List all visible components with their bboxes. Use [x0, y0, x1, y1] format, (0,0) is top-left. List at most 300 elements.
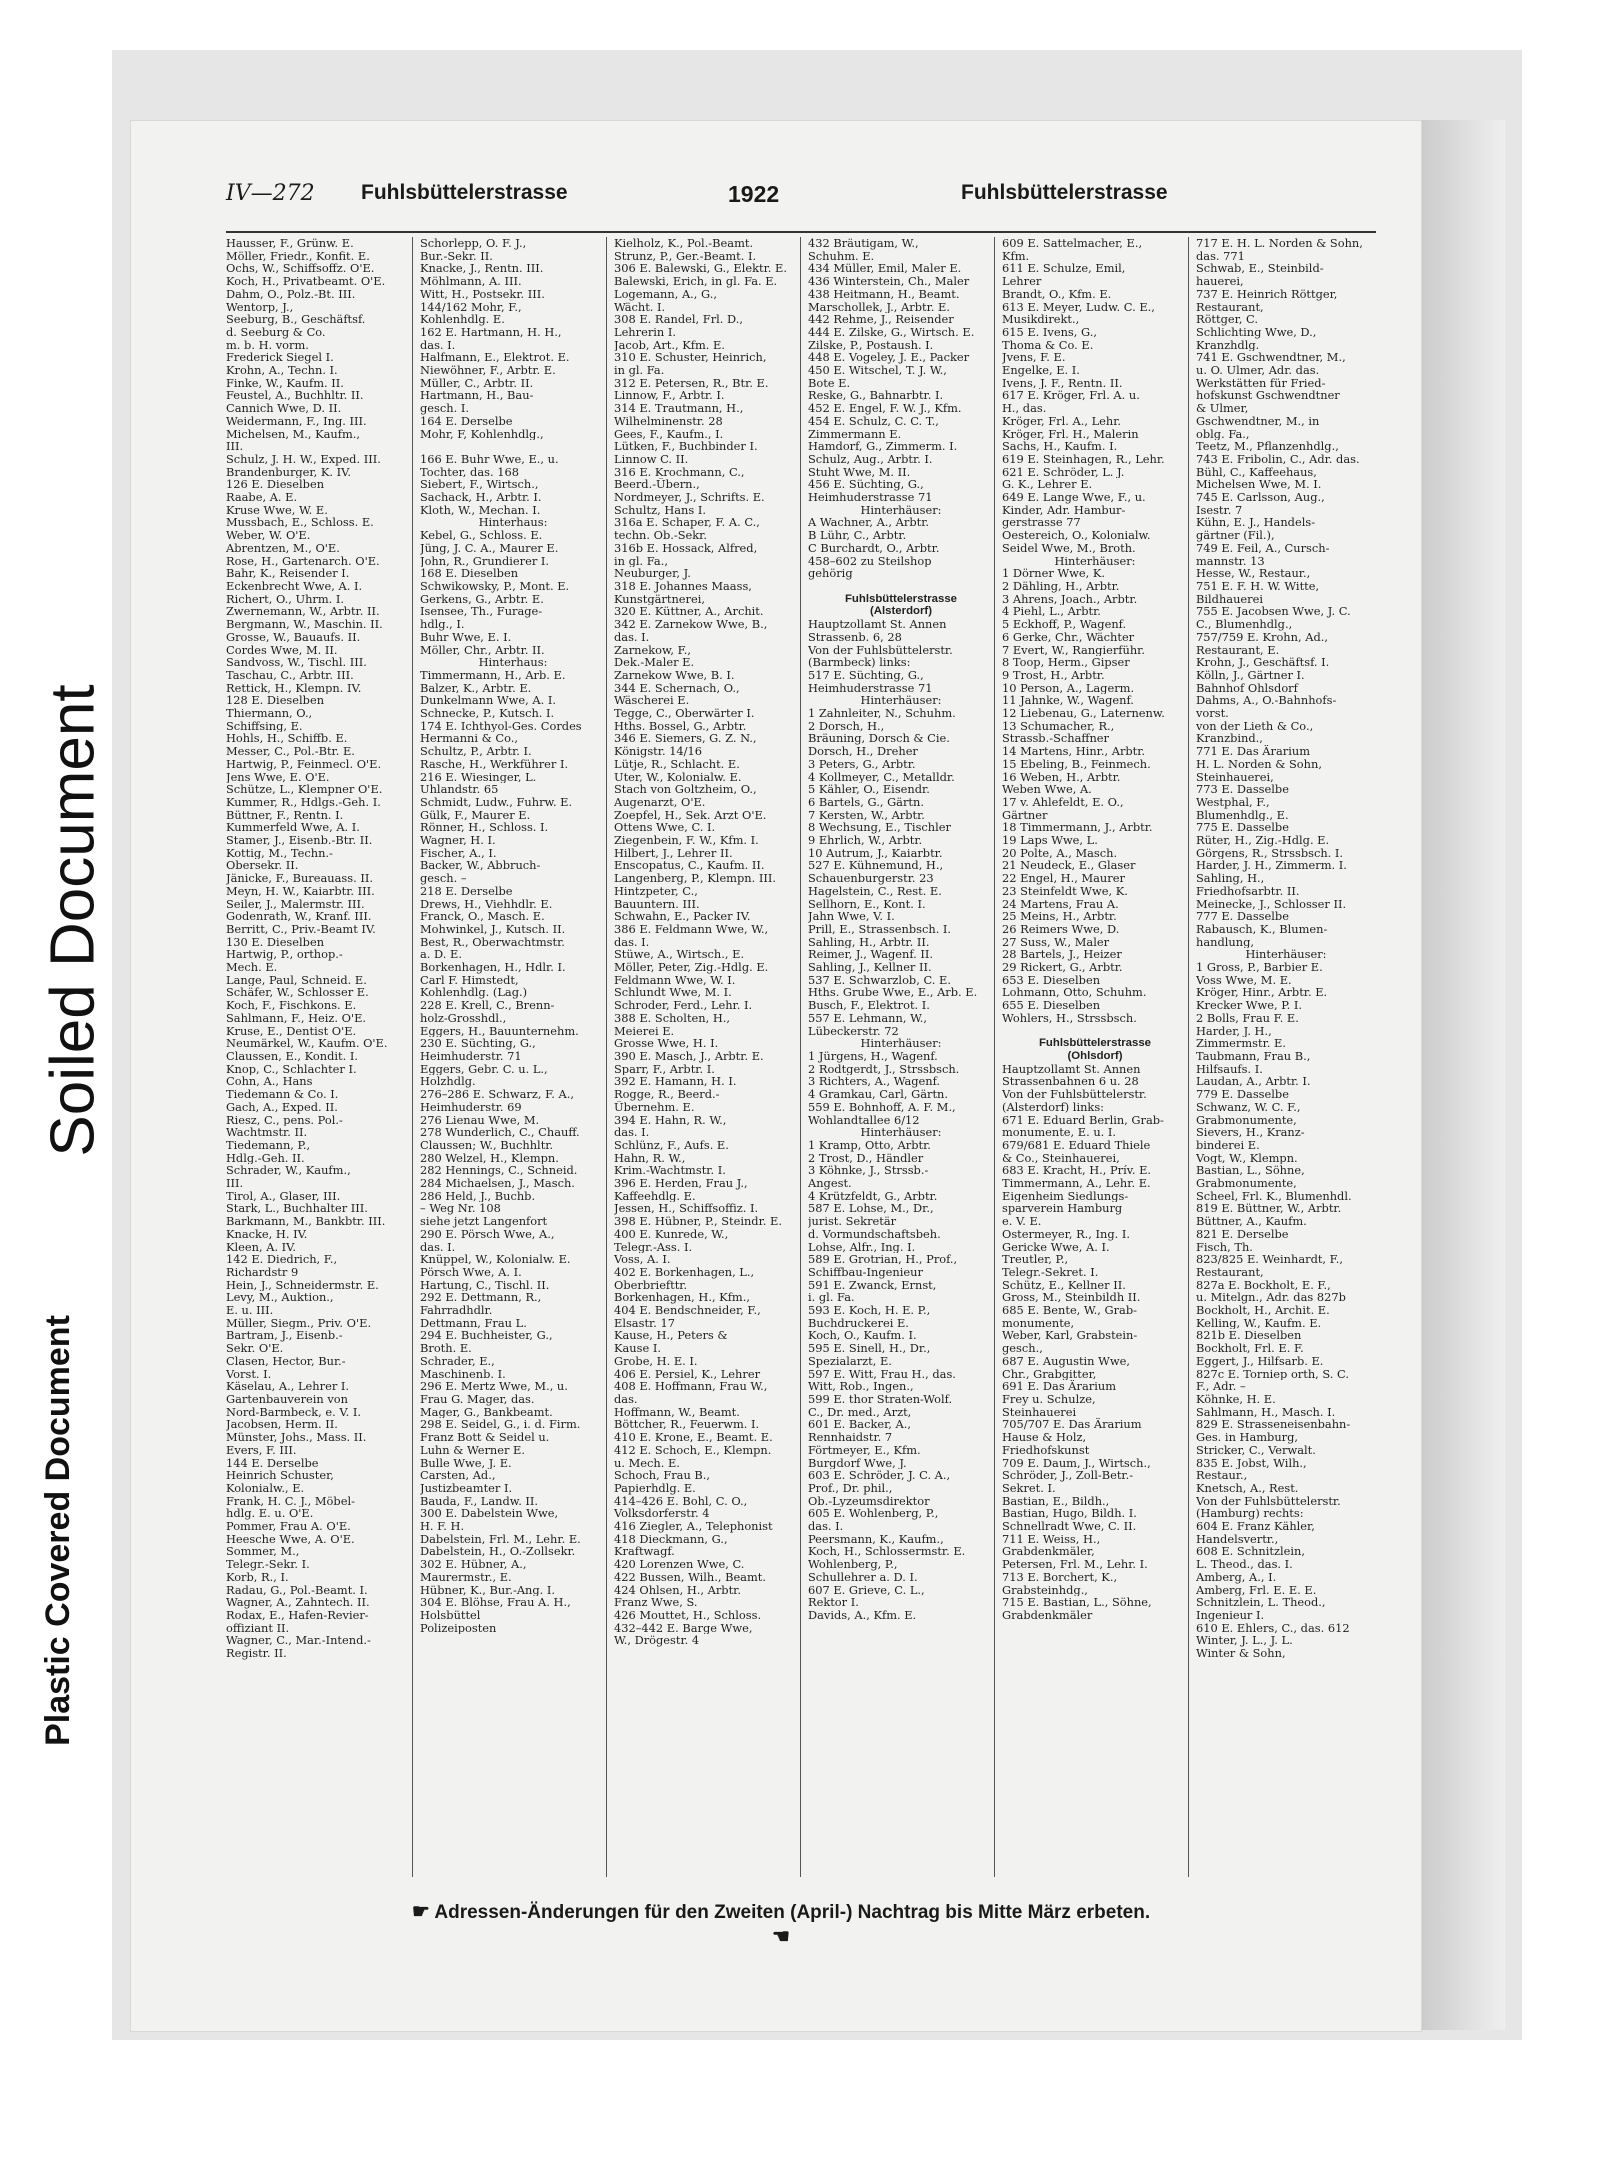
- directory-line: 396 E. Herden, Frau J.,: [614, 1177, 748, 1190]
- directory-line: Schröder, J., Zoll-Betr.-: [1002, 1469, 1134, 1482]
- directory-line: L. Theod., das. I.: [1196, 1558, 1293, 1571]
- directory-line: Ziegenbein, F. W., Kfm. I.: [614, 834, 759, 847]
- directory-line: Engelke, E. I.: [1002, 364, 1080, 377]
- directory-line: Grabdenkmäler: [1002, 1608, 1093, 1622]
- left-running-title: Fuhlsbüttelerstrasse: [361, 181, 568, 204]
- directory-line: Zilske, P., Postaush. I.: [808, 338, 934, 352]
- directory-line: techn. Ob.-Sekr.: [614, 529, 707, 542]
- directory-line: Schoch, Frau B.,: [614, 1469, 711, 1482]
- directory-line: F., Adr. –: [1196, 1380, 1246, 1393]
- directory-line: Bartram, J., Eisenb.-: [226, 1329, 343, 1343]
- directory-line: 302 E. Hübner, A.,: [420, 1558, 527, 1571]
- directory-line: Musikdirekt.,: [1002, 313, 1080, 326]
- directory-line: Tochter, das. 168: [420, 465, 519, 479]
- directory-line: Kottig, M., Techn.-: [226, 846, 333, 860]
- directory-line: 2 Bolls, Frau F. E.: [1196, 1011, 1299, 1025]
- directory-line: 448 E. Vogeley, J. E., Packer: [808, 351, 970, 365]
- directory-line: Grobe, H. E. I.: [614, 1354, 698, 1368]
- directory-line: Busch, F., Elektrot. I.: [808, 999, 930, 1012]
- directory-line: Strassenbahnen 6 u. 28: [1002, 1075, 1139, 1089]
- directory-line: 29 Rickert, G., Arbtr.: [1002, 961, 1123, 974]
- directory-line: 144/162 Mohr, F.,: [420, 300, 522, 314]
- directory-line: Isestr. 7: [1196, 503, 1243, 517]
- directory-line: Knacke, J., Rentn. III.: [420, 262, 544, 276]
- directory-line: Seiler, J., Malermstr. III.: [226, 897, 365, 911]
- directory-line: Vogt, W., Klempn.: [1196, 1151, 1298, 1165]
- directory-line: 296 E. Mertz Wwe, M., u.: [420, 1380, 568, 1393]
- directory-line: Kunstgärtnerei,: [614, 592, 705, 606]
- directory-line: 777 E. Dasselbe: [1196, 910, 1289, 923]
- directory-line: Fisch, Th.: [1196, 1240, 1253, 1254]
- directory-line: Amberg, A., I.: [1196, 1570, 1277, 1584]
- directory-line: holz-Grosshdl.,: [420, 1011, 507, 1025]
- directory-line: (Alsterdorf) links:: [1002, 1100, 1105, 1114]
- directory-line: Thoma & Co. E.: [1002, 338, 1094, 352]
- directory-line: 142 E. Diedrich, F.,: [226, 1253, 338, 1266]
- directory-line: 344 E. Schernach, O.,: [614, 681, 740, 695]
- pointing-hand-right-icon: ☚: [772, 1926, 790, 1948]
- directory-line: Lohse, Alfr., Ing. I.: [808, 1240, 916, 1254]
- directory-line: 655 E. Dieselben: [1002, 999, 1101, 1012]
- directory-line: Kölln, J., Gärtner I.: [1196, 668, 1305, 682]
- directory-line: Telegr.-Sekret. I.: [1002, 1265, 1099, 1279]
- directory-line: Wilhelminenstr. 28: [614, 414, 723, 428]
- directory-line: Dettmann, Frau L.: [420, 1316, 527, 1330]
- directory-line: Kröger, Frl. H., Malerin: [1002, 427, 1139, 441]
- directory-line: 679/681 E. Eduard Thiele: [1002, 1138, 1151, 1152]
- directory-line: Blumenhdlg., E.: [1196, 808, 1289, 822]
- directory-line: C., Blumenhdlg.,: [1196, 618, 1293, 631]
- directory-line: Witt, H., Postsekr. III.: [420, 287, 545, 301]
- directory-line: 11 Jahnke, W., Wagenf.: [1002, 694, 1134, 708]
- directory-line: Niewöhner, F., Arbtr. E.: [420, 364, 556, 377]
- directory-line: 164 E. Derselbe: [420, 414, 513, 428]
- directory-line: 168 E. Dieselben: [420, 567, 519, 580]
- directory-line: Bastian, L., Söhne,: [1196, 1164, 1305, 1178]
- directory-line: Sommer, M.,: [226, 1545, 300, 1559]
- directory-line: [808, 580, 994, 593]
- directory-line: Heimhuderstr. 69: [420, 1100, 522, 1114]
- directory-line: Meyn, H. W., Kaiarbtr. III.: [226, 884, 375, 898]
- footer-notice-text: Adressen-Änderungen für den Zweiten (April-) Nachtrag bis Mitte März erbeten.: [434, 1902, 1151, 1923]
- directory-line: Jacob, Art., Kfm. E.: [614, 338, 725, 352]
- directory-line: 144 E. Derselbe: [226, 1456, 319, 1470]
- directory-line: Borkenhagen, H., Kfm.,: [614, 1291, 750, 1305]
- directory-line: 286 Held, J., Buchb.: [420, 1189, 536, 1203]
- directory-line: Hesse, W., Restaur.,: [1196, 567, 1311, 580]
- directory-line: Claussen; W., Buchhltr.: [420, 1138, 554, 1152]
- directory-line: Müller, C., Arbtr. II.: [420, 376, 534, 390]
- directory-line: Kaffeehdlg. E.: [614, 1189, 696, 1203]
- directory-line: Carl F. Himstedt,: [420, 973, 519, 987]
- directory-line: Oberbriefttr.: [614, 1278, 688, 1292]
- directory-line: Kühn, E. J., Handels-: [1196, 516, 1316, 530]
- directory-line: Cannich Wwe, D. II.: [226, 402, 342, 415]
- directory-line: Pörsch Wwe, A. I.: [420, 1265, 522, 1279]
- directory-line: Richardstr 9: [226, 1265, 299, 1279]
- directory-line: Hübner, K., Bur.-Ang. I.: [420, 1583, 556, 1597]
- directory-line: Kruse Wwe, W. E.: [226, 503, 328, 517]
- directory-line: Augenarzt, O'E.: [614, 795, 706, 809]
- directory-line: Maschinenb. I.: [420, 1367, 506, 1381]
- directory-line: Gschwendtner, M., in: [1196, 414, 1320, 428]
- directory-line: Heimhuderstrasse 71: [808, 681, 933, 695]
- directory-line: Restaurant,: [1196, 1265, 1264, 1279]
- directory-line: Neumärkel, W., Kaufm. O'E.: [226, 1037, 388, 1050]
- directory-line: 691 E. Das Ärarium: [1002, 1380, 1116, 1393]
- directory-line: Taschau, C., Arbtr. III.: [226, 668, 354, 682]
- directory-line: Krecker Wwe, P. I.: [1196, 999, 1302, 1012]
- directory-line: Jahn Wwe, V. I.: [808, 910, 895, 923]
- directory-line: 294 E. Buchheister, G.,: [420, 1329, 553, 1343]
- directory-line: Sandvoss, W., Tischl. III.: [226, 656, 367, 669]
- directory-line: 649 E. Lange Wwe, F., u.: [1002, 491, 1146, 504]
- directory-line: 715 E. Bastian, L., Söhne,: [1002, 1596, 1152, 1609]
- directory-line: Franck, O., Masch. E.: [420, 910, 545, 923]
- directory-line: hdlg., I.: [420, 618, 465, 631]
- directory-column-1: [226, 237, 413, 1877]
- directory-line: G. K., Lehrer E.: [1002, 478, 1093, 492]
- directory-line: Hausser, F., Grünw. E.: [226, 237, 354, 250]
- directory-line: 282 Hennings, C., Schneid.: [420, 1164, 578, 1178]
- directory-column-5: [1002, 237, 1189, 1877]
- directory-line: Hinterhäuser:: [1054, 554, 1136, 568]
- directory-line: 615 E. Ivens, G.,: [1002, 325, 1097, 339]
- directory-line: Zarnekow, F.,: [614, 643, 691, 657]
- directory-line: Kfm.: [1002, 249, 1030, 263]
- directory-line: 228 E. Krell, C., Brenn-: [420, 999, 555, 1012]
- directory-line: Fuhlsbüttelerstrasse: [1038, 1037, 1152, 1050]
- directory-line: hofskunst Gschwendtner: [1196, 389, 1340, 403]
- directory-line: 537 E. Schwarzlob, C. E.: [808, 973, 951, 987]
- directory-line: in gl. Fa.,: [614, 554, 668, 568]
- directory-line: Hinterhäuser:: [860, 1126, 942, 1139]
- directory-line: gärtner (Fil.),: [1196, 529, 1275, 542]
- directory-line: Wentorp, J.,: [226, 300, 294, 314]
- directory-line: Kleen, A. IV.: [226, 1240, 297, 1254]
- directory-line: – Weg Nr. 108: [420, 1202, 501, 1216]
- directory-line: Wohlandtallee 6/12: [808, 1113, 920, 1127]
- directory-line: 450 E. Witschel, T. J. W.,: [808, 364, 947, 377]
- directory-line: Schwikowsky, P., Mont. E.: [420, 579, 570, 593]
- directory-line: Backer, W., Abbruch-: [420, 859, 541, 873]
- directory-line: Michelsen, M., Kaufm.,: [226, 427, 360, 441]
- directory-line: 3 Peters, G., Arbtr.: [808, 757, 916, 771]
- directory-line: Hinterhäuser:: [860, 503, 942, 517]
- directory-line: Holzhdlg.: [420, 1075, 476, 1089]
- directory-line: Gees, F., Kaufm., I.: [614, 427, 724, 441]
- page-header: [226, 181, 1376, 221]
- directory-line: Borkenhagen, H., Hdlr. I.: [420, 961, 566, 974]
- directory-line: 745 E. Carlsson, Aug.,: [1196, 491, 1325, 504]
- directory-line: 653 E. Dieselben: [1002, 973, 1101, 987]
- directory-line: Rönner, H., Schloss. I.: [420, 821, 549, 835]
- directory-line: 607 E. Grieve, C. L.,: [808, 1583, 925, 1597]
- directory-line: Weidermann, F., Ing. III.: [226, 414, 367, 428]
- directory-line: gesch.,: [1002, 1342, 1043, 1355]
- directory-line: u. Mech. E.: [614, 1456, 680, 1470]
- directory-line: u. O. Ulmer, Adr. das.: [1196, 364, 1320, 377]
- directory-line: Frank, H. C. J., Möbel-: [226, 1494, 355, 1508]
- directory-line: 290 E. Pörsch Wwe, A.,: [420, 1227, 555, 1241]
- directory-line: Kranzbind.,: [1196, 732, 1263, 746]
- directory-line: Eigenheim Siedlungs-: [1002, 1189, 1129, 1203]
- directory-line: Förtmeyer, E., Kfm.: [808, 1443, 921, 1457]
- directory-line: Hdlg.-Geh. II.: [226, 1151, 305, 1165]
- directory-line: 559 E. Bohnhoff, A. F. M.,: [808, 1100, 956, 1114]
- directory-line: Ochs, W., Schiffsoffz. O'E.: [226, 262, 375, 276]
- directory-line: Oestereich, O., Kolonialw.: [1002, 529, 1151, 542]
- directory-line: gehörig: [808, 567, 853, 580]
- directory-line: Witt, Rob., Ingen.,: [808, 1380, 914, 1393]
- directory-line: [1002, 1025, 1188, 1038]
- directory-line: monumente,: [1002, 1316, 1075, 1330]
- directory-line: Grabmonumente,: [1196, 1113, 1297, 1127]
- directory-line: Tegge, C., Oberwärter I.: [614, 707, 755, 720]
- directory-line: 755 E. Jacobsen Wwe, J. C.: [1196, 605, 1351, 619]
- directory-line: Lübeckerstr. 72: [808, 1024, 899, 1038]
- directory-line: B Lühr, C., Arbtr.: [808, 529, 907, 542]
- footer-notice: [401, 1899, 1161, 1948]
- directory-line: 166 E. Buhr Wwe, E., u.: [420, 452, 559, 466]
- directory-line: Winter & Sohn,: [1196, 1647, 1286, 1660]
- directory-line: das. I.: [614, 935, 650, 949]
- directory-line: Strunz, P., Ger.-Beamt. I.: [614, 249, 757, 263]
- directory-line: Rogge, R., Beerd.-: [614, 1088, 720, 1101]
- directory-line: Schiffsing, E.: [226, 719, 303, 733]
- directory-line: Zoepfel, H., Sek. Arzt O'E.: [614, 808, 767, 822]
- directory-line: Kummer, R., Hdlgs.-Geh. I.: [226, 795, 381, 809]
- directory-line: Linnow C. II.: [614, 452, 689, 466]
- directory-line: Böttcher, R., Feuerwm. I.: [614, 1418, 760, 1432]
- directory-line: hauerei,: [1196, 275, 1244, 288]
- directory-line: Lohmann, Otto, Schuhm.: [1002, 986, 1147, 1000]
- directory-line: Kolonialw., E.: [226, 1481, 305, 1495]
- directory-line: 230 E. Süchting, G.,: [420, 1037, 536, 1050]
- directory-line: 823/825 E. Weinhardt, F.,: [1196, 1253, 1344, 1266]
- directory-line: Übernehm. E.: [614, 1100, 695, 1114]
- directory-line: Möller, Peter, Zig.-Hdlg. E.: [614, 961, 769, 974]
- directory-line: Neuburger, J.: [614, 567, 691, 580]
- directory-line: Büttner, A., Kaufm.: [1196, 1215, 1307, 1228]
- directory-line: Königstr. 14/16: [614, 745, 703, 758]
- directory-line: Taubmann, Frau B.,: [1196, 1050, 1311, 1063]
- directory-line: 398 E. Hübner, P., Steindr. E.: [614, 1215, 782, 1228]
- soiled-document-text: Soiled Document: [38, 683, 108, 1157]
- directory-line: Peersmann, K., Kaufm.,: [808, 1532, 944, 1546]
- directory-line: Friedhofsarbtr. II.: [1196, 884, 1300, 898]
- directory-line: 26 Reimers Wwe, D.: [1002, 922, 1120, 936]
- directory-line: Grabmonumente,: [1196, 1177, 1297, 1190]
- directory-line: Barkmann, M., Bankbtr. III.: [226, 1215, 386, 1228]
- directory-line: 10 Autrum, J., Kaiarbtr.: [808, 846, 943, 860]
- directory-line: binderei E.: [1196, 1138, 1260, 1152]
- directory-line: Sahling, H., Arbtr. II.: [808, 935, 930, 949]
- directory-line: 621 E. Schröder, L. J.: [1002, 465, 1125, 479]
- directory-line: Möller, Friedr., Konfit. E.: [226, 249, 370, 263]
- directory-line: Kröger, Frl. A., Lehr.: [1002, 414, 1122, 428]
- directory-line: m. b. H. vorm.: [226, 338, 309, 352]
- directory-line: Gartenbauverein von: [226, 1392, 348, 1406]
- directory-line: 589 E. Grotrian, H., Prof.,: [808, 1253, 958, 1266]
- directory-line: 517 E. Süchting, G.,: [808, 668, 924, 682]
- directory-line: Broth. E.: [420, 1342, 472, 1355]
- page-fold-shadow: [1415, 120, 1505, 2030]
- directory-line: 400 E. Kunrede, W.,: [614, 1227, 729, 1241]
- pointing-hand-left-icon: ☛: [411, 1901, 430, 1923]
- directory-line: Obersekr. II.: [226, 859, 299, 873]
- directory-line: Evers, F. III.: [226, 1443, 297, 1457]
- directory-line: das. I.: [614, 1126, 650, 1139]
- directory-line: Schwahn, E., Packer IV.: [614, 910, 751, 923]
- directory-line: Reske, G., Bahnarbtr. I.: [808, 389, 944, 403]
- directory-line: Röttger, C.: [1196, 313, 1258, 326]
- directory-line: Schrader, E.,: [420, 1354, 495, 1368]
- directory-line: 310 E. Schuster, Heinrich,: [614, 351, 767, 365]
- directory-line: 392 E. Hamann, H. I.: [614, 1075, 737, 1089]
- directory-line: Grosse Wwe, H. I.: [614, 1037, 719, 1050]
- directory-line: Scheel, Frl. K., Blumenhdl.: [1196, 1189, 1352, 1203]
- directory-line: Schroder, Ferd., Lehr. I.: [614, 999, 753, 1012]
- directory-line: 7 Kersten, W., Arbtr.: [808, 808, 925, 822]
- directory-line: 24 Martens, Frau A.: [1002, 897, 1119, 911]
- directory-line: 611 E. Schulze, Emil,: [1002, 262, 1126, 276]
- directory-line: Fuhlsbüttelerstrasse: [844, 592, 958, 605]
- directory-line: 458–602 zu Steilshop: [808, 554, 932, 568]
- directory-line: Heesche Wwe, A. O'E.: [226, 1532, 355, 1546]
- directory-line: Steinhauerei,: [1196, 770, 1274, 784]
- directory-line: Maurermstr., E.: [420, 1570, 512, 1584]
- directory-line: 593 E. Koch, H. E. P.,: [808, 1304, 931, 1317]
- directory-line: 128 E. Dieselben: [226, 694, 325, 708]
- directory-line: Luhn & Werner E.: [420, 1443, 525, 1457]
- directory-line: 821b E. Dieselben: [1196, 1329, 1302, 1343]
- directory-line: Bauuntern. III.: [614, 897, 700, 911]
- directory-line: Gärtner: [1002, 808, 1048, 822]
- directory-line: 276 Lienau Wwe, M.: [420, 1113, 540, 1127]
- directory-line: Bahr, K., Reisender I.: [226, 567, 350, 580]
- directory-line: Dek.-Maler E.: [614, 656, 695, 669]
- directory-line: 300 E. Dabelstein Wwe,: [420, 1507, 559, 1521]
- directory-line: Michelsen Wwe, M. I.: [1196, 478, 1322, 492]
- directory-line: das. 771: [1196, 249, 1245, 263]
- directory-line: Strassenb. 6, 28: [808, 630, 902, 644]
- directory-line: 15 Ebeling, B., Feinmech.: [1002, 757, 1151, 771]
- directory-line: Kebel, G., Schloss. E.: [420, 529, 543, 542]
- directory-line: Teetz, M., Pflanzenhdlg.,: [1196, 440, 1339, 453]
- directory-line: Mager, G., Bankbeamt.: [420, 1405, 553, 1419]
- directory-line: 316b E. Hossack, Alfred,: [614, 541, 758, 555]
- directory-line: 312 E. Petersen, R., Btr. E.: [614, 376, 769, 390]
- directory-line: Bauda, F., Landw. II.: [420, 1494, 539, 1508]
- directory-line: Uter, W., Kolonialw. E.: [614, 770, 742, 784]
- directory-line: Kause I.: [614, 1342, 661, 1355]
- directory-line: Schuhm. E.: [808, 249, 875, 263]
- directory-line: Voss Wwe, M. E.: [1196, 973, 1292, 987]
- directory-line: Sahlmann, F., Heiz. O'E.: [226, 1011, 367, 1025]
- directory-line: Petersen, Frl. M., Lehr. I.: [1002, 1558, 1148, 1571]
- directory-line: Ingenieur I.: [1196, 1608, 1265, 1622]
- directory-line: Abrentzen, M., O'E.: [226, 541, 340, 555]
- directory-line: Reimer, J., Wagenf. II.: [808, 948, 934, 962]
- directory-line: 4 Gramkau, Carl, Gärtn.: [808, 1088, 948, 1101]
- directory-line: handlung,: [1196, 935, 1254, 949]
- directory-line: Langenberg, P., Klempn. III.: [614, 872, 776, 885]
- directory-line: Schulz, J. H. W., Exped. III.: [226, 452, 381, 466]
- directory-line: 442 Rehme, J., Reisender: [808, 313, 954, 326]
- directory-line: 705/707 E. Das Ärarium: [1002, 1418, 1142, 1432]
- directory-line: Isensee, Th., Furage-: [420, 605, 543, 619]
- directory-line: Franz Bott & Seidel u.: [420, 1431, 550, 1444]
- directory-line: Levy, M., Auktion.,: [226, 1291, 334, 1305]
- directory-line: Fahrradhdlr.: [420, 1304, 493, 1317]
- directory-line: III.: [226, 440, 244, 453]
- directory-line: Gerkens, G., Arbtr. E.: [420, 592, 544, 606]
- directory-line: 9 Trost, H., Arbtr.: [1002, 668, 1105, 682]
- directory-line: Strassb.-Schaffner: [1002, 732, 1109, 746]
- directory-line: Schlichting Wwe, D.,: [1196, 325, 1317, 339]
- directory-line: 608 E. Schnitzlein,: [1196, 1545, 1305, 1559]
- directory-line: Rodax, E., Hafen-Revier-: [226, 1608, 369, 1622]
- directory-line: 316a E. Schaper, F. A. C.,: [614, 516, 760, 530]
- directory-line: 5 Eckhoff, P., Wagenf.: [1002, 618, 1127, 631]
- directory-line: Bockholt, H., Archit. E.: [1196, 1304, 1330, 1317]
- directory-line: Bockholt, Frl. E. F.: [1196, 1342, 1304, 1355]
- directory-line: 743 E. Fribolin, C., Adr. das.: [1196, 452, 1360, 466]
- directory-line: Schultz, Hans I.: [614, 503, 706, 517]
- directory-line: 418 Dieckmann, G.,: [614, 1532, 728, 1546]
- directory-line: 456 E. Süchting, G.,: [808, 478, 924, 492]
- directory-line: Von der Fuhlsbüttelerstr.: [1002, 1088, 1147, 1101]
- directory-line: 613 E. Meyer, Ludw. C. E.,: [1002, 300, 1155, 314]
- directory-line: Wagner, A., Zahntech. II.: [226, 1596, 370, 1609]
- directory-line: C Burchardt, O., Arbtr.: [808, 541, 940, 555]
- directory-line: Bulle Wwe, J. E.: [420, 1456, 512, 1470]
- directory-line: Voss, A. I.: [614, 1253, 671, 1266]
- directory-line: Rüter, H., Zig.-Hdlg. E.: [1196, 834, 1330, 847]
- directory-columns: [226, 231, 1376, 1888]
- directory-line: 595 E. Sinell, H., Dr.,: [808, 1342, 931, 1355]
- directory-line: 6 Gerke, Chr., Wächter: [1002, 630, 1135, 644]
- directory-line: sparverein Hamburg: [1002, 1202, 1123, 1216]
- page-number: IV—272: [226, 181, 315, 206]
- directory-line: 130 E. Dieselben: [226, 935, 325, 949]
- directory-line: Jänicke, F., Bureauass. II.: [226, 872, 373, 885]
- directory-line: d. Vormundschaftsbeh.: [808, 1227, 941, 1241]
- directory-line: Mech. E.: [226, 961, 278, 974]
- directory-line: Möller, Chr., Arbtr. II.: [420, 643, 545, 657]
- directory-line: 827c E. Torniep orth, S. C.: [1196, 1367, 1349, 1381]
- directory-line: Hohls, H., Schiffb. E.: [226, 732, 348, 746]
- directory-line: 406 E. Persiel, K., Lehrer: [614, 1367, 761, 1381]
- year-heading: 1922: [728, 181, 780, 207]
- directory-line: Dahms, A., O.-Bahnhofs-: [1196, 694, 1337, 708]
- directory-line: 819 E. Büttner, W., Arbtr.: [1196, 1202, 1342, 1216]
- directory-line: 605 E. Wohlenberg, P.,: [808, 1507, 939, 1521]
- directory-line: 610 E. Ehlers, C., das. 612: [1196, 1621, 1350, 1635]
- directory-line: 162 E. Hartmann, H. H.,: [420, 325, 562, 339]
- directory-line: Schäfer, W., Schlosser E.: [226, 986, 369, 1000]
- directory-line: 749 E. Feil, A., Cursch-: [1196, 541, 1330, 555]
- directory-line: 6 Bartels, G., Gärtn.: [808, 795, 924, 809]
- directory-line: Harder, J. H., Zimmerm. I.: [1196, 859, 1347, 873]
- directory-line: 591 E. Zwanck, Ernst,: [808, 1278, 937, 1292]
- directory-line: 8 Toop, Herm., Gipser: [1002, 656, 1130, 669]
- directory-line: 412 E. Schoch, E., Klempn.: [614, 1443, 772, 1457]
- directory-line: (Barmbeck) links:: [808, 656, 911, 669]
- directory-line: 434 Müller, Emil, Maler E.: [808, 262, 962, 276]
- directory-line: Kröger, Hinr., Arbtr. E.: [1196, 986, 1328, 1000]
